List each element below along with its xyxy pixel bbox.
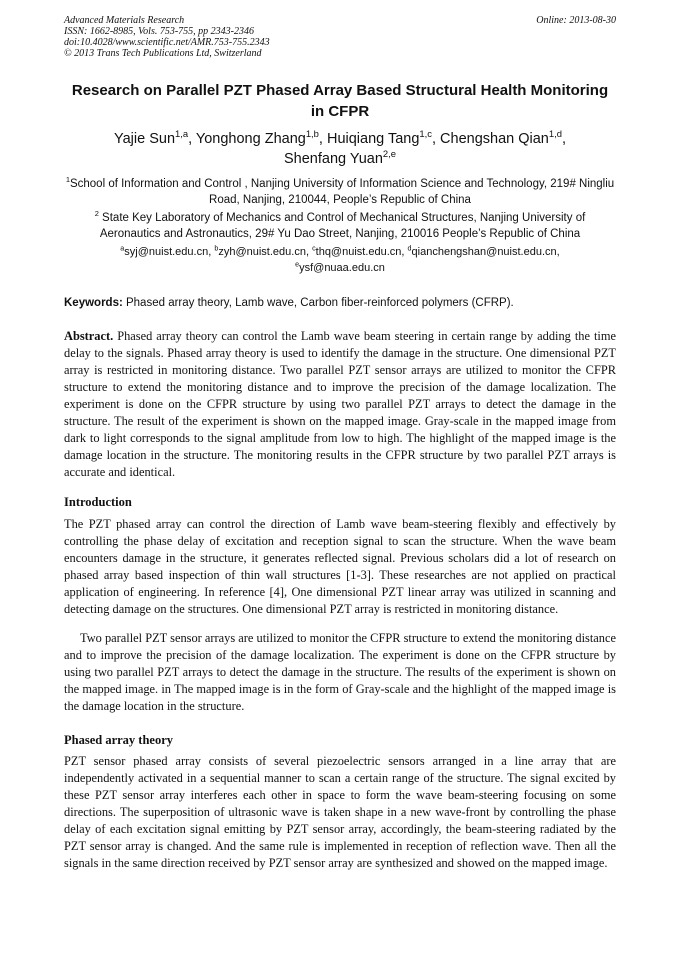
email: $^b$zyh@nuist.edu.cn, [214, 244, 313, 258]
email-list [64, 245, 616, 276]
author: Huiqiang Tang$^{1,c}$, [326, 128, 441, 147]
affiliation-2: $^2$ State Key Laboratory of Mechanics and Control of Mechanical Structures, Nanjing University of Aeronautics and Astronautics, 29# Yu Dao Street, Nanjing, 210016 People’s Republic of China [94, 209, 586, 240]
abstract-text: Phased array theory can control the Lamb wave beam steering in certain range by adding the time delay to the signals. Phased array theory is used to identify the damage in the structure. One dimensional PZT array is restricted in monitoring distance. Two parallel PZT sensor arrays are utilized to monitor the CFPR structure to extend the monitoring distance and to improve the precision of the damage localization. The experiment is done on the CFPR structure by using two parallel PZT arrays to detect the damage in the structure. The result of the experiment is shown on the mapped image. Gray-scale in the mapped image from dark to light corresponds to the signal amplitude from low to high. The highlight of the mapped image is the damage location in the structure. The monitoring results in the CFPR structure by two parallel PZT arrays is accurate and identical. [64, 329, 616, 479]
journal-header [64, 15, 616, 59]
section-heading-introduction: Introduction [64, 495, 132, 509]
author: Chengshan Qian$^{1,d}$, [440, 128, 566, 147]
keywords-label: Keywords: [64, 297, 123, 309]
introduction-paragraph-2: Two parallel PZT sensor arrays are utilized to monitor the CFPR structure to extend the monitoring distance and to improve the precision of the damage localization. The experiment is done on the CFPR structure by using two parallel PZT arrays to detect the damage in the structure. The results of the experiment is shown on the mapped image. in The mapped image is in the form of Gray-scale and the highlight of the mapped image is the damage location in the structure. [64, 631, 616, 713]
abstract [64, 328, 616, 481]
email: $^c$thq@nuist.edu.cn, [312, 244, 408, 258]
abstract-label: Abstract. [64, 329, 114, 343]
journal-name: Advanced Materials Research [64, 15, 185, 26]
online-date: Online: 2013-08-30 [536, 15, 616, 26]
author: Yajie Sun$^{1,a}$, [114, 128, 196, 147]
journal-doi: doi:10.4028/www.scientific.net/AMR.753-755.2343 [64, 37, 270, 48]
email: $^e$ysf@nuaa.edu.cn [295, 259, 385, 274]
paper-title: Research on Parallel PZT Phased Array Based Structural Health Monitoring in CFPR [71, 82, 609, 120]
journal-issn: ISSN: 1662-8985, Vols. 753-755, pp 2343-2346 [64, 26, 254, 37]
journal-copyright: © 2013 Trans Tech Publications Ltd, Switzerland [64, 48, 262, 59]
author: Shenfang Yuan$^{2,e}$ [284, 148, 396, 167]
section-heading-phased-array-theory: Phased array theory [64, 733, 174, 747]
author-list [64, 129, 616, 169]
phased-array-paragraph-1: PZT sensor phased array consists of several piezoelectric sensors arranged in a line array that are independently activated in a sequential manner to scan a certain range of the structure. The signal excited by these PZT sensor array interferes each other in space to form the wave beam-steering focusing on some directions. The superposition of ultrasonic wave is taken shape in a new wave-front by controlling the phase delay of each excitation signal emitting by PZT sensor array, accordingly, the beam-steering radiated by the PZT sensor array is changed. And the same rule is implemented in reception of reflection wave. Then all the signals in the same direction received by PZT sensor array are synthesized and showed on the mapped image. [64, 754, 616, 870]
email: $^d$qianchengshan@nuist.edu.cn, [407, 244, 560, 258]
email: $^a$syj@nuist.edu.cn, [120, 244, 215, 258]
introduction-paragraph-1: The PZT phased array can control the direction of Lamb wave beam-steering flexibly and effectively by controlling the phase delay of excitation and reception signal to scan the structure. When the wave beam encounters damage in the structure, it generates reflected signal. Previous scholars did a lot of research on phased array based inspection of thin wall structures [1-3]. These researches are not applied on practical application of engineering. In reference [4], One dimensional PZT linear array was utilized in scanning and detecting damage on the structures. One dimensional PZT array is restricted in monitoring distance. [64, 517, 616, 616]
author: Yonghong Zhang$^{1,b}$, [195, 128, 327, 147]
affiliation-1: $^1$School of Information and Control , Nanjing University of Information Science and Technology, 219# Ningliu Road, Nanjing, 210044, People’s Republic of China [65, 175, 615, 206]
keywords-text: Phased array theory, Lamb wave, Carbon fiber-reinforced polymers (CFRP). [122, 297, 514, 309]
keywords [64, 296, 616, 311]
